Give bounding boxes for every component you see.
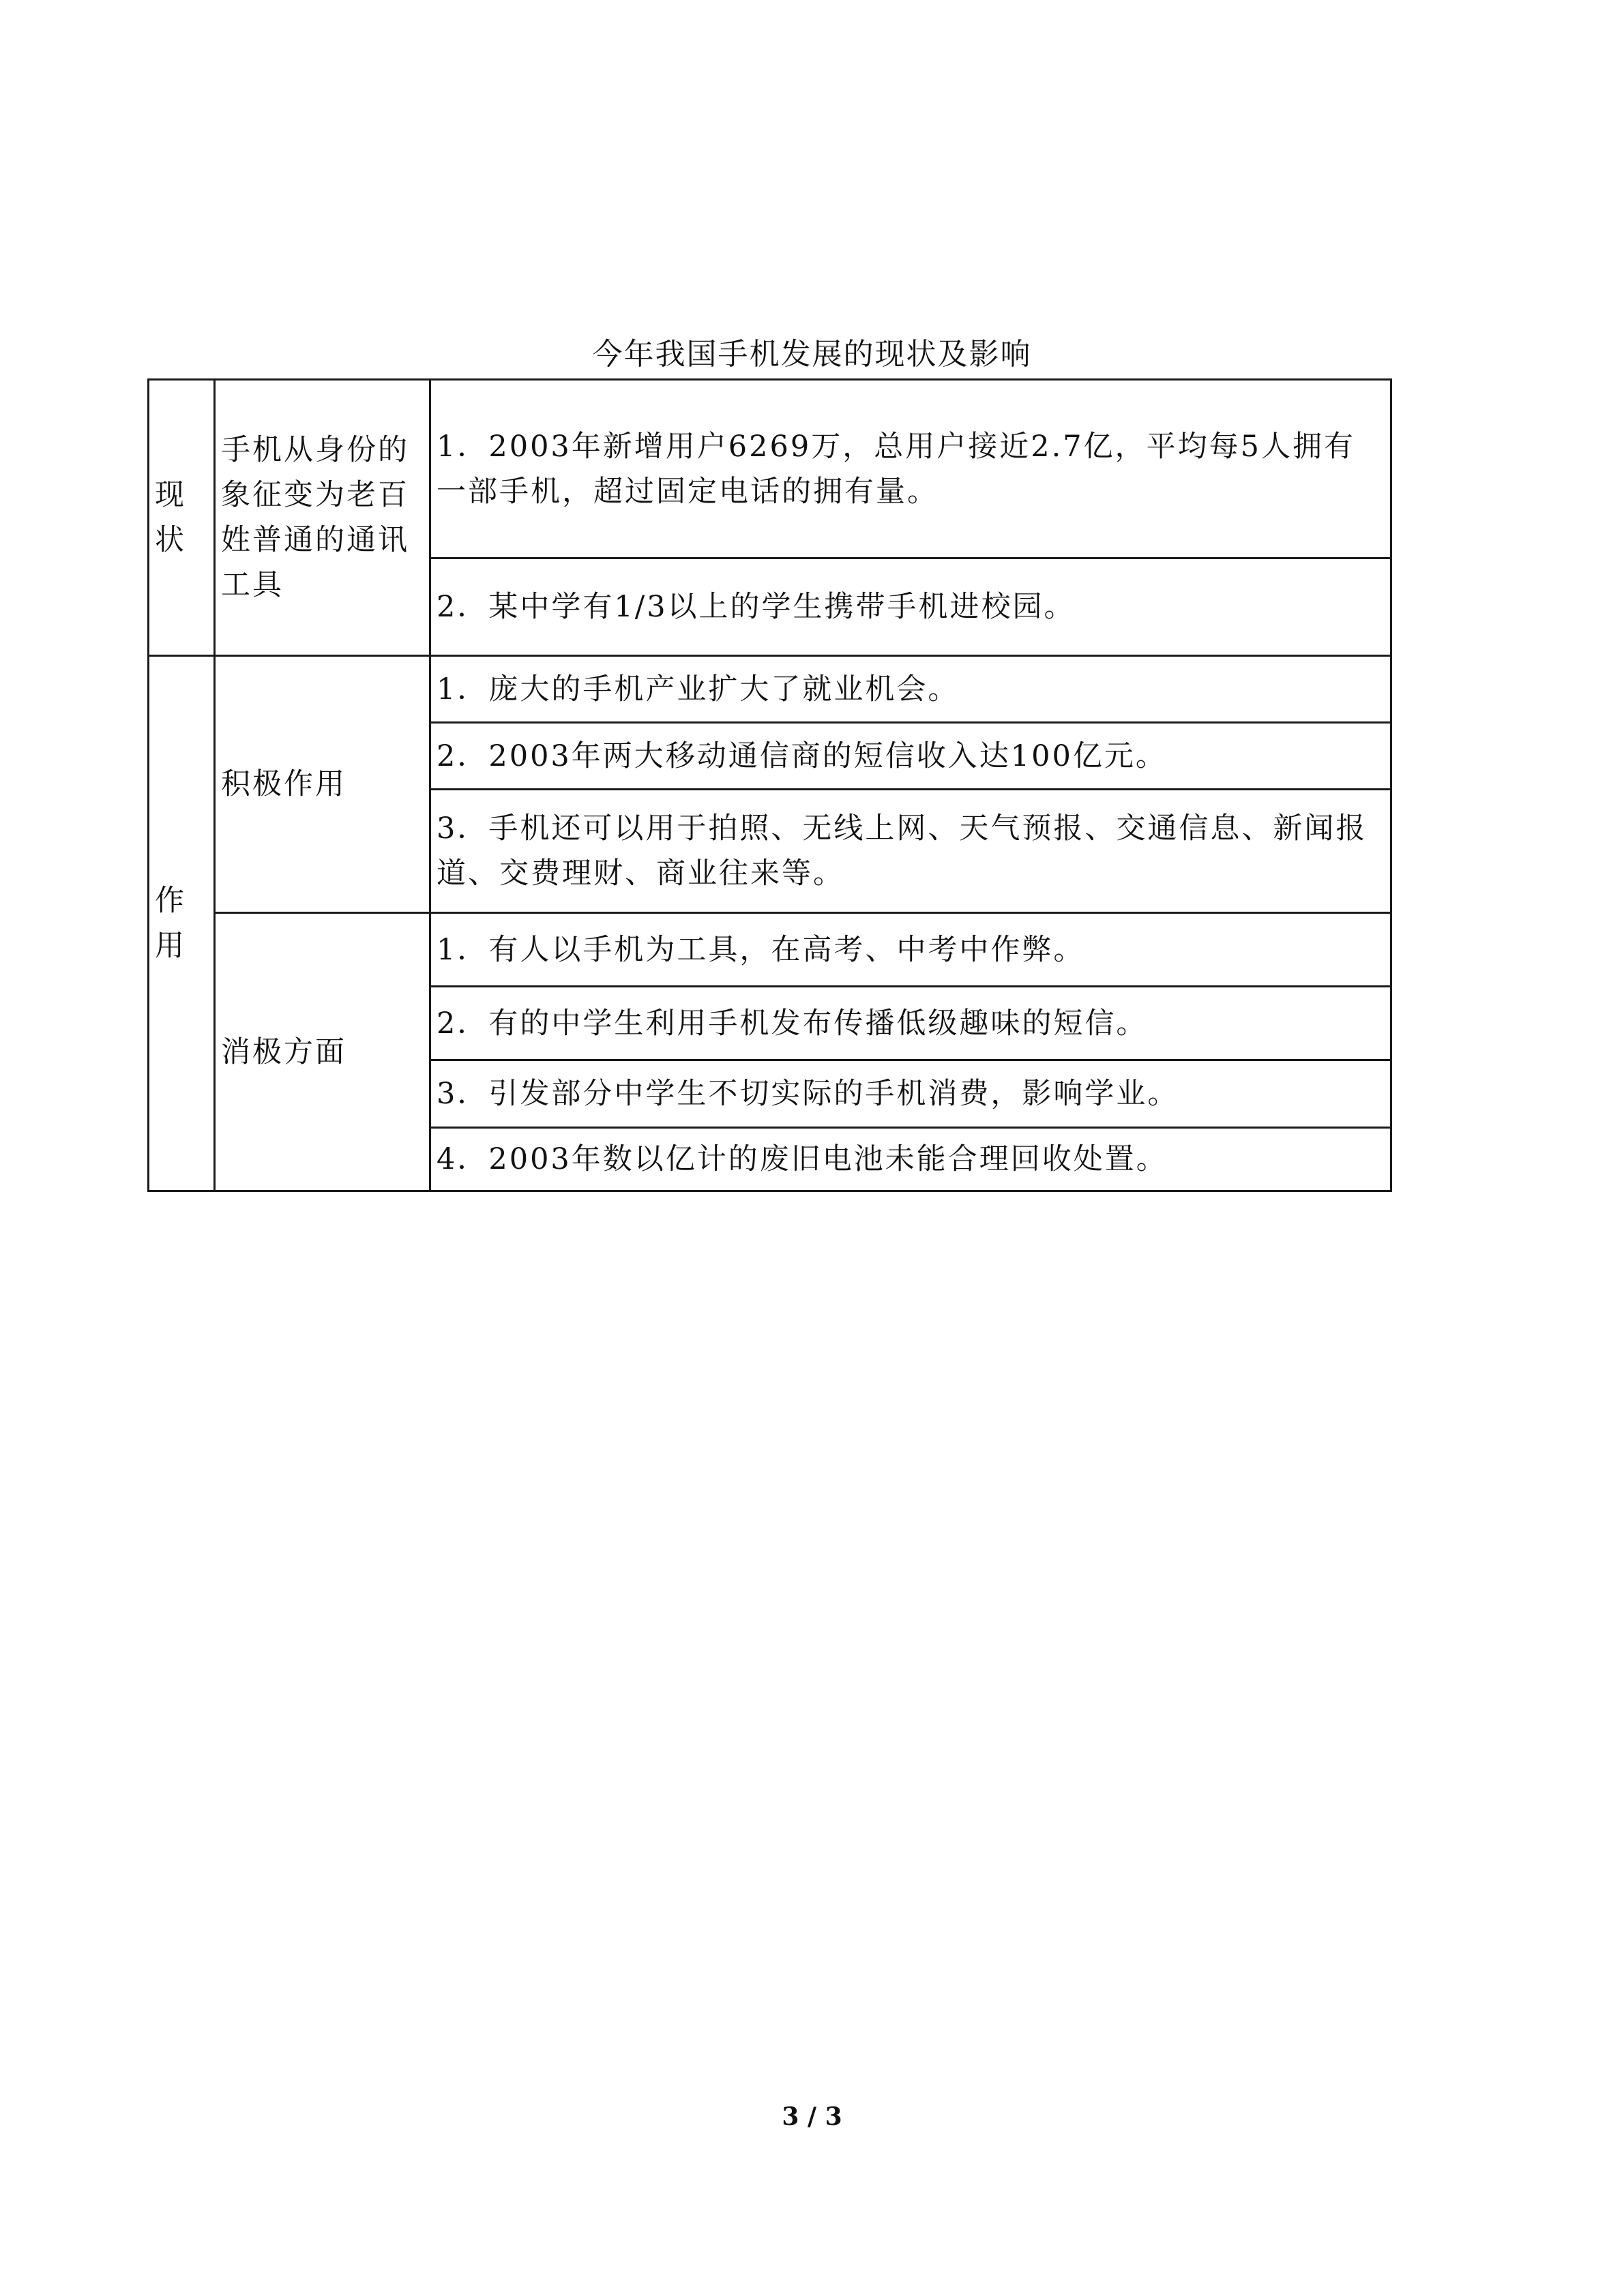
table-row (149, 380, 1391, 558)
positive-item-2: 2．2003年两大移动通信商的短信收入达100亿元。 (430, 723, 1391, 790)
effect-heading-cell (149, 656, 215, 1191)
positive-item-1: 1．庞大的手机产业扩大了就业机会。 (430, 656, 1391, 723)
negative-item-2: 2．有的中学生利用手机发布传播低级趣味的短信。 (430, 987, 1391, 1060)
status-heading: 现状 (155, 478, 186, 557)
status-heading-cell (149, 380, 215, 656)
positive-label: 积极作用 (215, 656, 430, 913)
table-row (149, 656, 1391, 723)
page-title: 今年我国手机发展的现状及影响 (592, 337, 1032, 372)
negative-item-4: 4．2003年数以亿计的废旧电池未能合理回收处置。 (430, 1128, 1391, 1191)
negative-item-3: 3．引发部分中学生不切实际的手机消费，影响学业。 (430, 1060, 1391, 1128)
status-item-2: 2．某中学有1/3以上的学生携带手机进校园。 (430, 558, 1391, 656)
effect-heading: 作用 (155, 884, 186, 963)
development-table (147, 378, 1392, 1192)
status-item-1: 1．2003年新增用户6269万，总用户接近2.7亿，平均每5人拥有一部手机，超过固定电话的拥有量。 (430, 380, 1391, 558)
negative-label: 消极方面 (215, 913, 430, 1191)
negative-item-1: 1．有人以手机为工具，在高考、中考中作弊。 (430, 913, 1391, 987)
page-number: 3 / 3 (782, 2102, 842, 2131)
positive-item-3: 3．手机还可以用于拍照、无线上网、天气预报、交通信息、新闻报道、交费理财、商业往来等。 (430, 790, 1391, 913)
table-row (149, 913, 1391, 987)
status-subheading: 手机从身份的象征变为老百姓普通的通讯工具 (215, 380, 430, 656)
